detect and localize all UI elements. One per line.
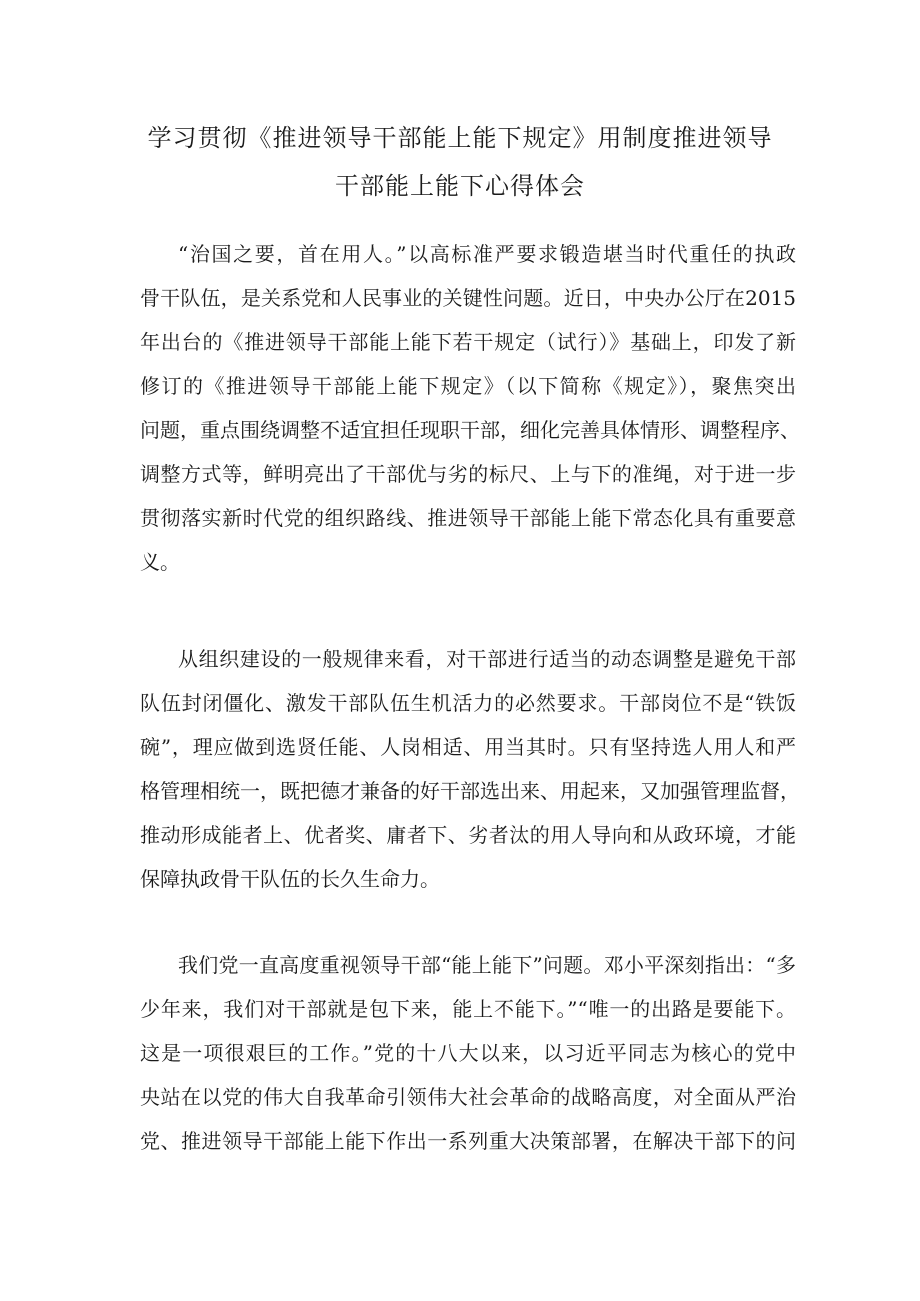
text-line: 调整方式等，鲜明亮出了干部优与劣的标尺、上与下的准绳，对于进一步: [140, 462, 796, 486]
text-line: 这是一项很艰巨的工作。”党的十八大以来，以习近平同志为核心的党中: [140, 1041, 796, 1065]
text-line: “治国之要，首在用人。”以高标准严要求锻造堪当时代重任的执政: [178, 242, 796, 266]
paragraph-2: [140, 637, 800, 901]
text-line: 党、推进领导干部能上能下作出一系列重大决策部署，在解决干部下的问: [140, 1129, 796, 1153]
text-line: 从组织建设的一般规律来看，对干部进行适当的动态调整是避免干部: [178, 647, 796, 671]
text-line: 我们党一直高度重视领导干部“能上能下”问题。邓小平深刻指出：“多: [178, 953, 796, 977]
text-line: 队伍封闭僵化、激发干部队伍生机活力的必然要求。干部岗位不是“铁饭: [140, 691, 796, 715]
text-line: 修订的《推进领导干部能上能下规定》（以下简称《规定》），聚焦突出: [140, 374, 796, 398]
text-line: 碗”，理应做到选贤任能、人岗相适、用当其时。只有坚持选人用人和严: [140, 735, 796, 759]
document-title-line-1: 学习贯彻《推进领导干部能上能下规定》用制度推进领导: [147, 124, 773, 152]
paragraph-3: [140, 943, 796, 1163]
text-line: 保障执政骨干队伍的长久生命力。: [140, 867, 440, 891]
text-line: 少年来，我们对干部就是包下来，能上不能下。”“唯一的出路是要能下。: [140, 997, 796, 1021]
document-title-line-2: 干部能上能下心得体会: [335, 172, 585, 200]
text-line: 格管理相统一，既把德才兼备的好干部选出来、用起来，又加强管理监督，: [140, 779, 800, 803]
text-line: 推动形成能者上、优者奖、庸者下、劣者汰的用人导向和从政环境，才能: [140, 823, 796, 847]
text-line: 义。: [140, 550, 180, 574]
paragraph-1: [140, 232, 800, 584]
text-line: 央站在以党的伟大自我革命引领伟大社会革命的战略高度，对全面从严治: [140, 1085, 796, 1109]
text-line: 贯彻落实新时代党的组织路线、推进领导干部能上能下常态化具有重要意: [140, 506, 796, 530]
text-line: 年出台的《推进领导干部能上能下若干规定（试行）》基础上，印发了新: [140, 330, 796, 354]
text-line: 问题，重点围绕调整不适宜担任现职干部，细化完善具体情形、调整程序、: [140, 418, 800, 442]
text-line: 骨干队伍，是关系党和人民事业的关键性问题。近日，中央办公厅在2015: [140, 286, 796, 310]
